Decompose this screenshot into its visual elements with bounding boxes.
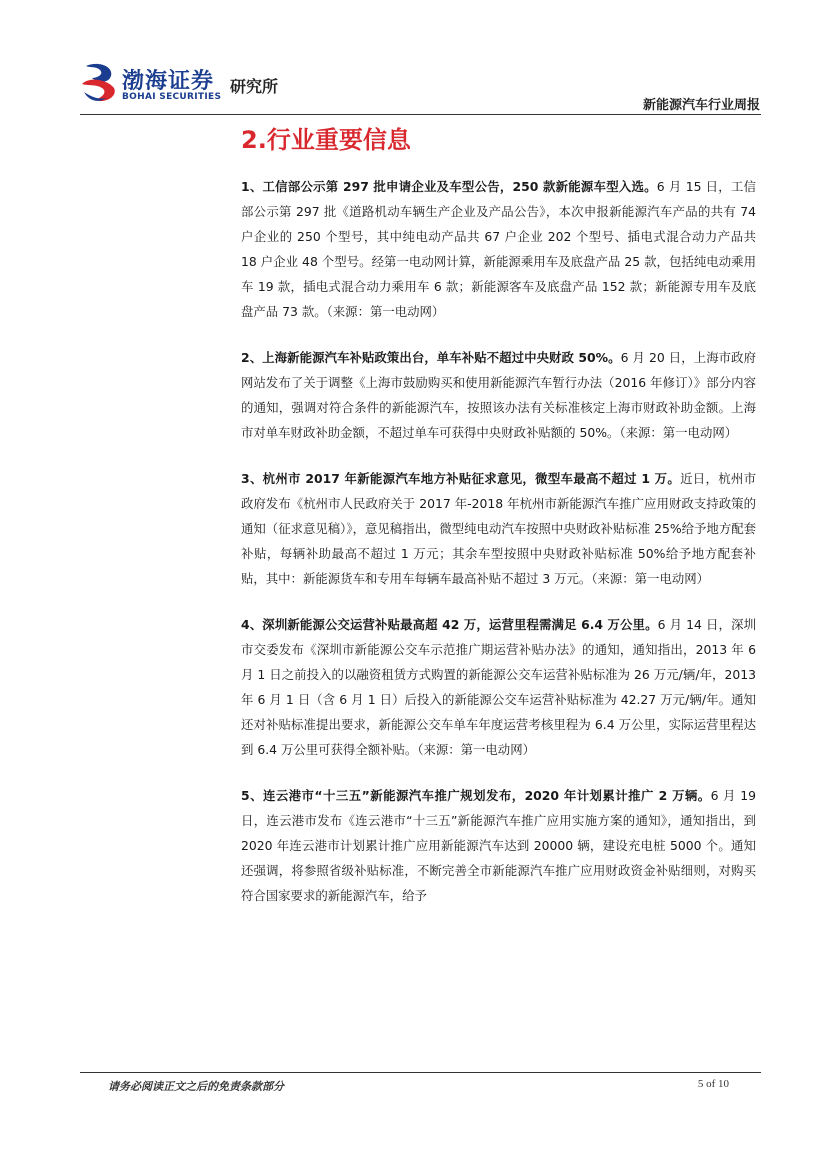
section-title: 2.行业重要信息	[241, 126, 411, 154]
header-divider	[80, 114, 761, 115]
news-item-headline: 2、上海新能源汽车补贴政策出台，单车补贴不超过中央财政 50%。	[241, 350, 621, 365]
disclaimer-note: 请务必阅读正文之后的免责条款部分	[108, 1080, 284, 1093]
page-number: 5 of 10	[697, 1078, 729, 1090]
news-item	[241, 783, 756, 908]
news-item-body: 近日，杭州市政府发布《杭州市人民政府关于 2017 年-2018 年杭州市新能源汽车推广应用财政支持政策的通知（征求意见稿）》，意见稿指出，微型纯电动汽车按照中央财政补贴标准 25%给予地方配套补贴，每辆补助最高不超过 1 万元；其余车型按照中央财政补贴标准 50%给予地方配套补贴，其中：新能源货车和专用车每辆车最高补贴不超过 3 万元。（来源：第一电动网）	[241, 471, 757, 586]
news-item-headline: 5、连云港市“十三五”新能源汽车推广规划发布，2020 年计划累计推广 2 万辆。	[241, 788, 711, 803]
news-item-body: 6 月 20 日，上海市政府网站发布了关于调整《上海市鼓励购买和使用新能源汽车暂行办法（2016 年修订）》部分内容的通知，强调对符合条件的新能源汽车，按照该办法有关标准核定上海市财政补助金额。上海市对单车财政补助金额，不超过单车可获得中央财政补贴额的 50%。（来源：第一电动网）	[241, 350, 757, 440]
institute-label: 研究所	[230, 77, 279, 96]
main-content	[241, 120, 756, 908]
news-item-body: 6 月 15 日，工信部公示第 297 批《道路机动车辆生产企业及产品公告》，本次申报新能源汽车产品的共有 74 户企业的 250 个型号，其中纯电动产品共 67 户企业 202 个型号、插电式混合动力产品共 18 户企业 48 个型号。经第一电动网计算，新能源乘用车及底盘产品 25 款，包括纯电动乘用车 19 款，插电式混合动力乘用车 6 款；新能源客车及底盘产品 152 款；新能源专用车及底盘产品 73 款。（来源：第一电动网）	[241, 179, 756, 319]
news-item-headline: 1、工信部公示第 297 批申请企业及车型公告，250 款新能源车型入选。	[241, 179, 657, 194]
news-item-headline: 4、深圳新能源公交运营补贴最高超 42 万，运营里程需满足 6.4 万公里。	[241, 617, 658, 632]
page-header	[0, 0, 827, 118]
news-item	[241, 174, 756, 324]
report-title: 新能源汽车行业周报	[642, 98, 760, 113]
news-item-headline: 3、杭州市 2017 年新能源汽车地方补贴征求意见，微型车最高不超过 1 万。	[241, 471, 681, 486]
brand-name-cn: 渤海证券	[122, 69, 215, 94]
news-item	[241, 466, 756, 591]
bohai-logo-icon	[80, 62, 120, 104]
news-item-body: 6 月 19 日，连云港市发布《连云港市“十三五”新能源汽车推广应用实施方案的通知》，通知指出，到 2020 年连云港市计划累计推广应用新能源汽车达到 20000 辆，建设充电桩 5000 个。通知还强调，将参照省级补贴标准，不断完善全市新能源汽车推广应用财政资金补贴细则，对购买符合国家要求的新能源汽车，给予	[241, 788, 756, 903]
news-item	[241, 345, 756, 445]
news-item-body: 6 月 14 日，深圳市交委发布《深圳市新能源公交车示范推广期运营补贴办法》的通知，通知指出，2013 年 6 月 1 日之前投入的以融资租赁方式购置的新能源公交车运营补贴标准为 26 万元/辆/年，2013 年 6 月 1 日（含 6 月 1 日）后投入的新能源公交车运营补贴标准为 42.27 万元/辆/年。通知还对补贴标准提出要求，新能源公交车单车年度运营考核里程为 6.4 万公里，实际运营里程达到 6.4 万公里可获得全额补贴。（来源：第一电动网）	[241, 617, 757, 757]
brand-name-en: BOHAI SECURITIES	[122, 92, 222, 102]
news-item	[241, 612, 756, 762]
footer-divider	[80, 1072, 761, 1073]
